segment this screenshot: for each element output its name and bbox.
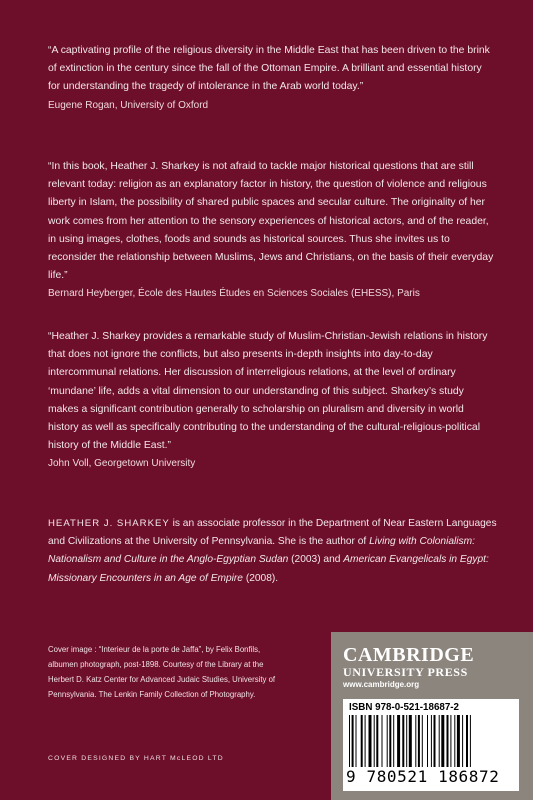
barcode-bar (376, 715, 378, 767)
quote-text: “A captivating profile of the religious diversity in the Middle East that has been driven to the brink of extinction in the century since the fall of the Ottoman Empire. A brilliant and essential history for understanding the tragedy of intolerance in the Arab world today.” (48, 45, 490, 93)
author-bio (48, 515, 500, 588)
barcode-bar (374, 715, 375, 767)
barcode-bar (361, 715, 363, 767)
review-quote-2 (48, 158, 494, 303)
barcode-bar (454, 715, 455, 767)
barcode-bar (389, 715, 391, 767)
bio-text-1: is an associate professor in the Department of Near Eastern Languages and Civilizations at the University of Pennsylvania. She is the author of (48, 518, 497, 548)
barcode-bar (439, 715, 440, 767)
barcode-bar (415, 715, 416, 767)
barcode-bar (382, 715, 383, 767)
review-quote-3 (48, 328, 494, 473)
barcode-bar (466, 715, 468, 767)
review-quote-1 (48, 42, 494, 115)
barcode-bar (427, 715, 428, 767)
barcode-bar (369, 715, 372, 767)
bio-text-2: (2003) and (288, 554, 344, 566)
barcode-digits: 9 780521 186872 (346, 767, 500, 786)
isbn-barcode-box (343, 699, 519, 791)
cover-image-credit: Cover image : “Interieur de la porte de Jaffa”, by Felix Bonfils, albumen photograph, post-1898. Courtesy of the Library at the Herbert D. Katz Center for Advanced Judaic Studies, University of Pennsylvania. The Lenkin Family Collection of Photography. (48, 645, 276, 699)
barcode-bar (406, 715, 407, 767)
barcode-bar (397, 715, 400, 767)
barcode-icon (349, 715, 513, 767)
barcode-bar (352, 715, 354, 767)
publisher-logo-subtitle: UNIVERSITY PRESS (343, 665, 468, 679)
quote-attribution: Eugene Rogan, University of Oxford (48, 99, 209, 111)
design-credit: COVER DESIGNED BY HART McLEOD LTD (48, 755, 224, 762)
isbn-label: ISBN 978-0-521-18687-2 (349, 702, 460, 713)
publisher-url: www.cambridge.org (343, 680, 420, 689)
barcode-bar (470, 715, 471, 767)
barcode-bar (431, 715, 432, 767)
barcode-bar (365, 715, 366, 767)
quote-text: “In this book, Heather J. Sharkey is not afraid to tackle major historical questions that are still relevant today: religion as an explanatory factor in history, the question of violence and religious liberty in Islam, the possibility of shared public spaces and secular culture. The originality of her work comes from her attention to the sensory experiences of historical actors, and of the reader, in using images, clothes, foods and sounds as historical sources. Thus she invites us to reconsider the relationship between Muslims, Jews and Christians, on the basis of their everyday life.” (48, 161, 494, 282)
barcode-bar (457, 715, 460, 767)
book-title-2: American Evangelicals in Egypt: Missionary Encounters in an Age of Empire (48, 554, 489, 584)
barcode-bar (422, 715, 423, 767)
publisher-panel (331, 632, 533, 800)
book-title-1: Living with Colonialism: Nationalism and Culture in the Anglo-Egyptian Sudan (48, 536, 475, 566)
author-name: HEATHER J. SHARKEY (48, 518, 170, 529)
barcode-bar (387, 715, 388, 767)
quote-attribution: John Voll, Georgetown University (48, 458, 196, 470)
barcode-bar (447, 715, 449, 767)
barcode-bar (434, 715, 436, 767)
quote-text: “Heather J. Sharkey provides a remarkable study of Muslim-Christian-Jewish relations in history that does not ignore the conflicts, but also presents in-depth insights into day-to-day intercommunal relations. Her discussion of interreligious relations, at the level of ordinary ‘mundane’ life, adds a vital dimension to our understanding of this subject. Sharkey’s study makes a significant contribution generally to scholarship on pluralism and diversity in world history as well as specifically contributing to the understanding of the cultural-religious-political history of the Middle East.” (48, 331, 488, 452)
barcode-bar (409, 715, 412, 767)
barcode-bar (418, 715, 420, 767)
bio-text-3: (2008). (242, 572, 279, 584)
barcode-bar (441, 715, 444, 767)
barcode-bar (462, 715, 463, 767)
barcode-bar (356, 715, 357, 767)
barcode-bar (402, 715, 404, 767)
publisher-logo-name: CAMBRIDGE (343, 644, 475, 666)
barcode-bar (450, 715, 451, 767)
barcode-bar (349, 715, 350, 767)
barcode-bar (393, 715, 394, 767)
quote-attribution: Bernard Heyberger, École des Hautes Études en Sciences Sociales (EHESS), Paris (48, 288, 420, 300)
